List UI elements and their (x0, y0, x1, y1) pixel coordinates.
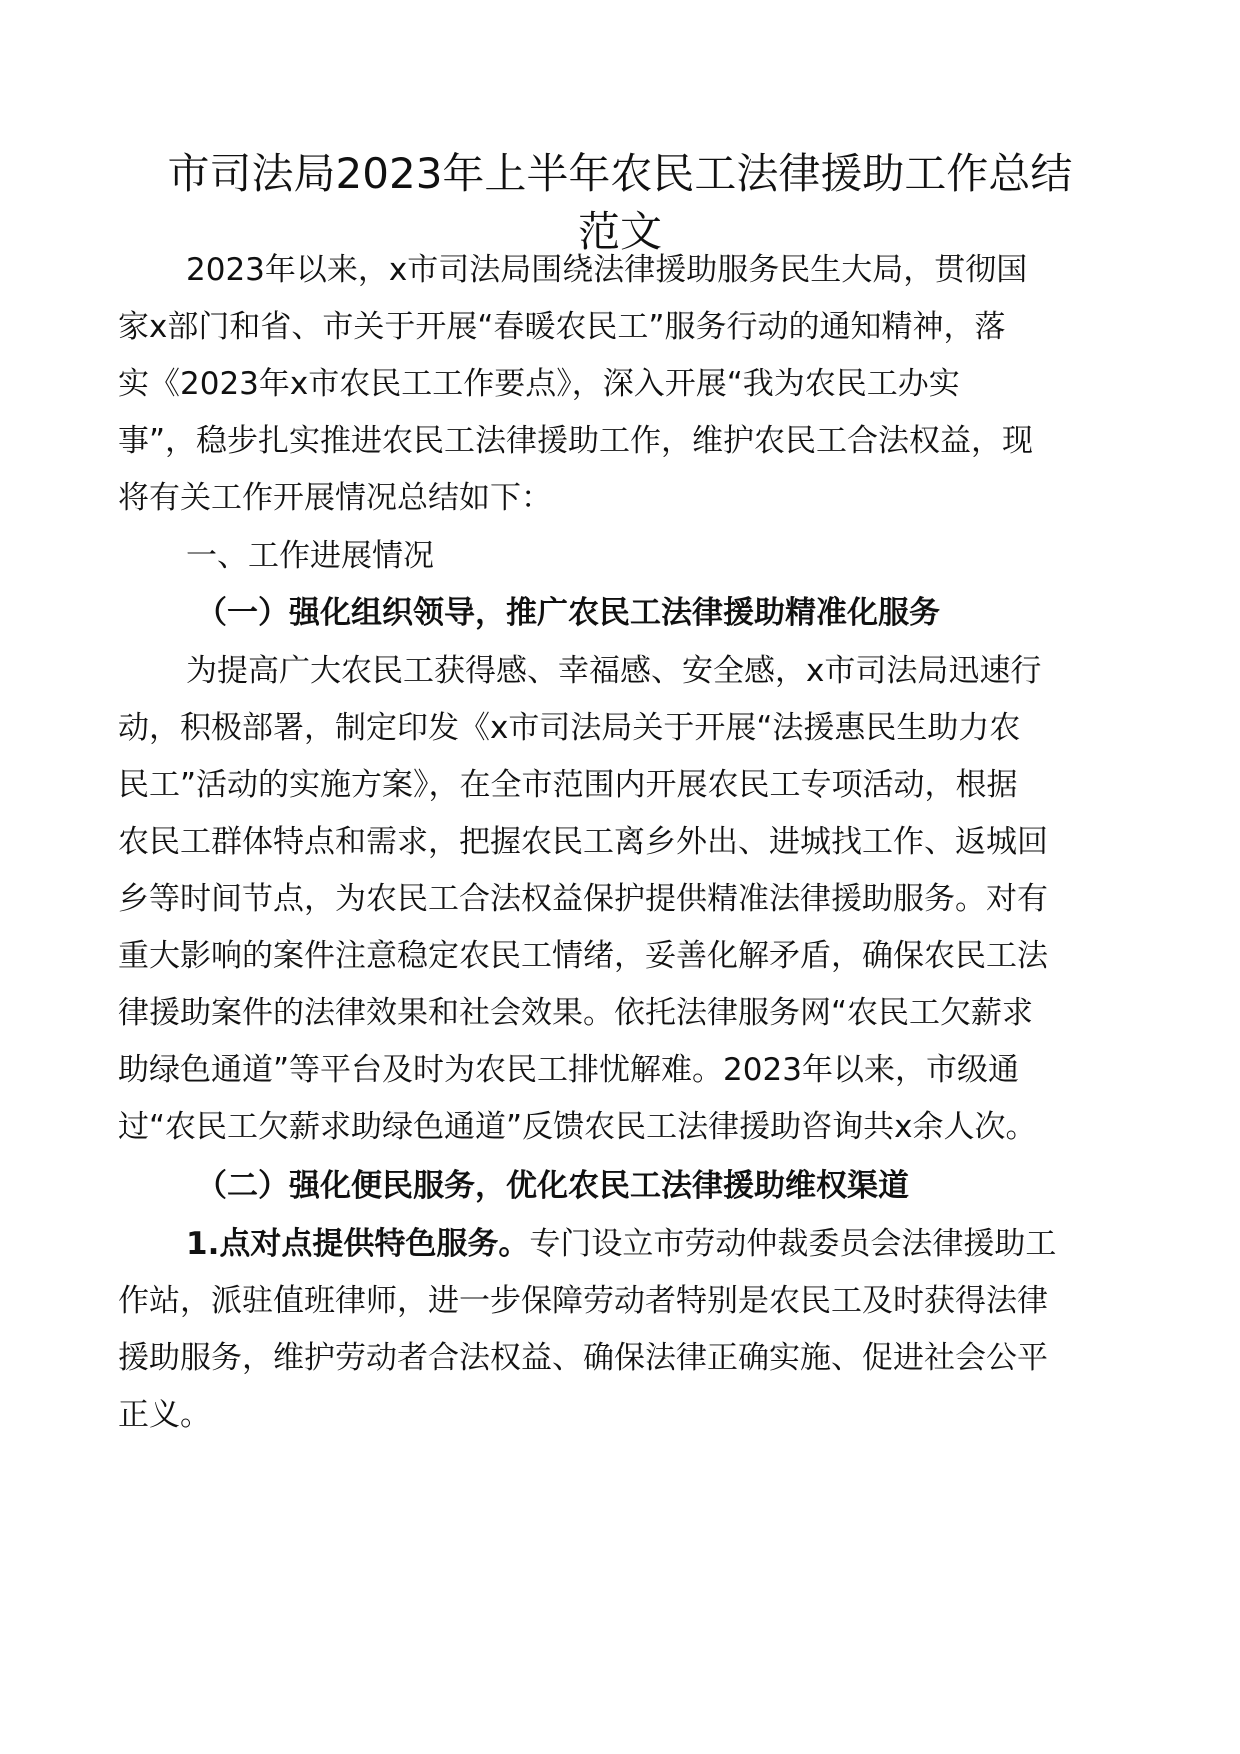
sub1-line-2: 动，积极部署，制定印发《x市司法局关于开展“法援惠民生助力农 (118, 710, 1021, 746)
sub1-line-9: 过“农民工欠薪求助绿色通道”反馈农民工法律援助咨询共x余人次。 (118, 1109, 1037, 1145)
sub1-line-3: 民工”活动的实施方案》，在全市范围内开展农民工专项活动，根据 (118, 767, 1018, 803)
item1-line-2: 作站，派驻值班律师，进一步保障劳动者特别是农民工及时获得法律 (118, 1283, 1048, 1319)
item1-first-line-text: 专门设立市劳动仲裁委员会法律援助工 (529, 1226, 1057, 1262)
intro-line-1: 2023年以来，x市司法局围绕法律援助服务民生大局，贯彻国 (186, 252, 1028, 288)
document-title-line-1: 市司法局2023年上半年农民工法律援助工作总结 (167, 149, 1073, 198)
item1-label: 1.点对点提供特色服务。 (186, 1226, 530, 1262)
item1-line-1 (186, 1222, 1206, 1266)
intro-line-2: 家x部门和省、市关于开展“春暖农民工”服务行动的通知精神，落 (118, 309, 1006, 345)
subsection-heading-2: （二）强化便民服务，优化农民工法律援助维权渠道 (196, 1168, 909, 1204)
intro-line-5: 将有关工作开展情况总结如下： (118, 480, 552, 516)
sub1-line-8: 助绿色通道”等平台及时为农民工排忧解难。2023年以来，市级通 (118, 1052, 1019, 1088)
sub1-line-4: 农民工群体特点和需求，把握农民工离乡外出、进城找工作、返城回 (118, 824, 1048, 860)
intro-line-3: 实《2023年x市农民工工作要点》，深入开展“我为农民工办实 (118, 366, 960, 402)
sub1-line-1: 为提高广大农民工获得感、幸福感、安全感，x市司法局迅速行 (186, 653, 1042, 689)
section-heading-1: 一、工作进展情况 (186, 538, 434, 574)
item1-line-3: 援助服务，维护劳动者合法权益、确保法律正确实施、促进社会公平 (118, 1340, 1048, 1376)
sub1-line-7: 律援助案件的法律效果和社会效果。依托法律服务网“农民工欠薪求 (118, 995, 1034, 1031)
item1-line-4: 正义。 (118, 1397, 211, 1433)
document-title-line-2: 范文 (577, 207, 662, 256)
sub1-line-5: 乡等时间节点，为农民工合法权益保护提供精准法律援助服务。对有 (118, 881, 1048, 917)
subsection-heading-1: （一）强化组织领导，推广农民工法律援助精准化服务 (196, 595, 940, 631)
intro-line-4: 事”，稳步扎实推进农民工法律援助工作，维护农民工合法权益，现 (118, 423, 1034, 459)
sub1-line-6: 重大影响的案件注意稳定农民工情绪，妥善化解矛盾，确保农民工法 (118, 938, 1048, 974)
